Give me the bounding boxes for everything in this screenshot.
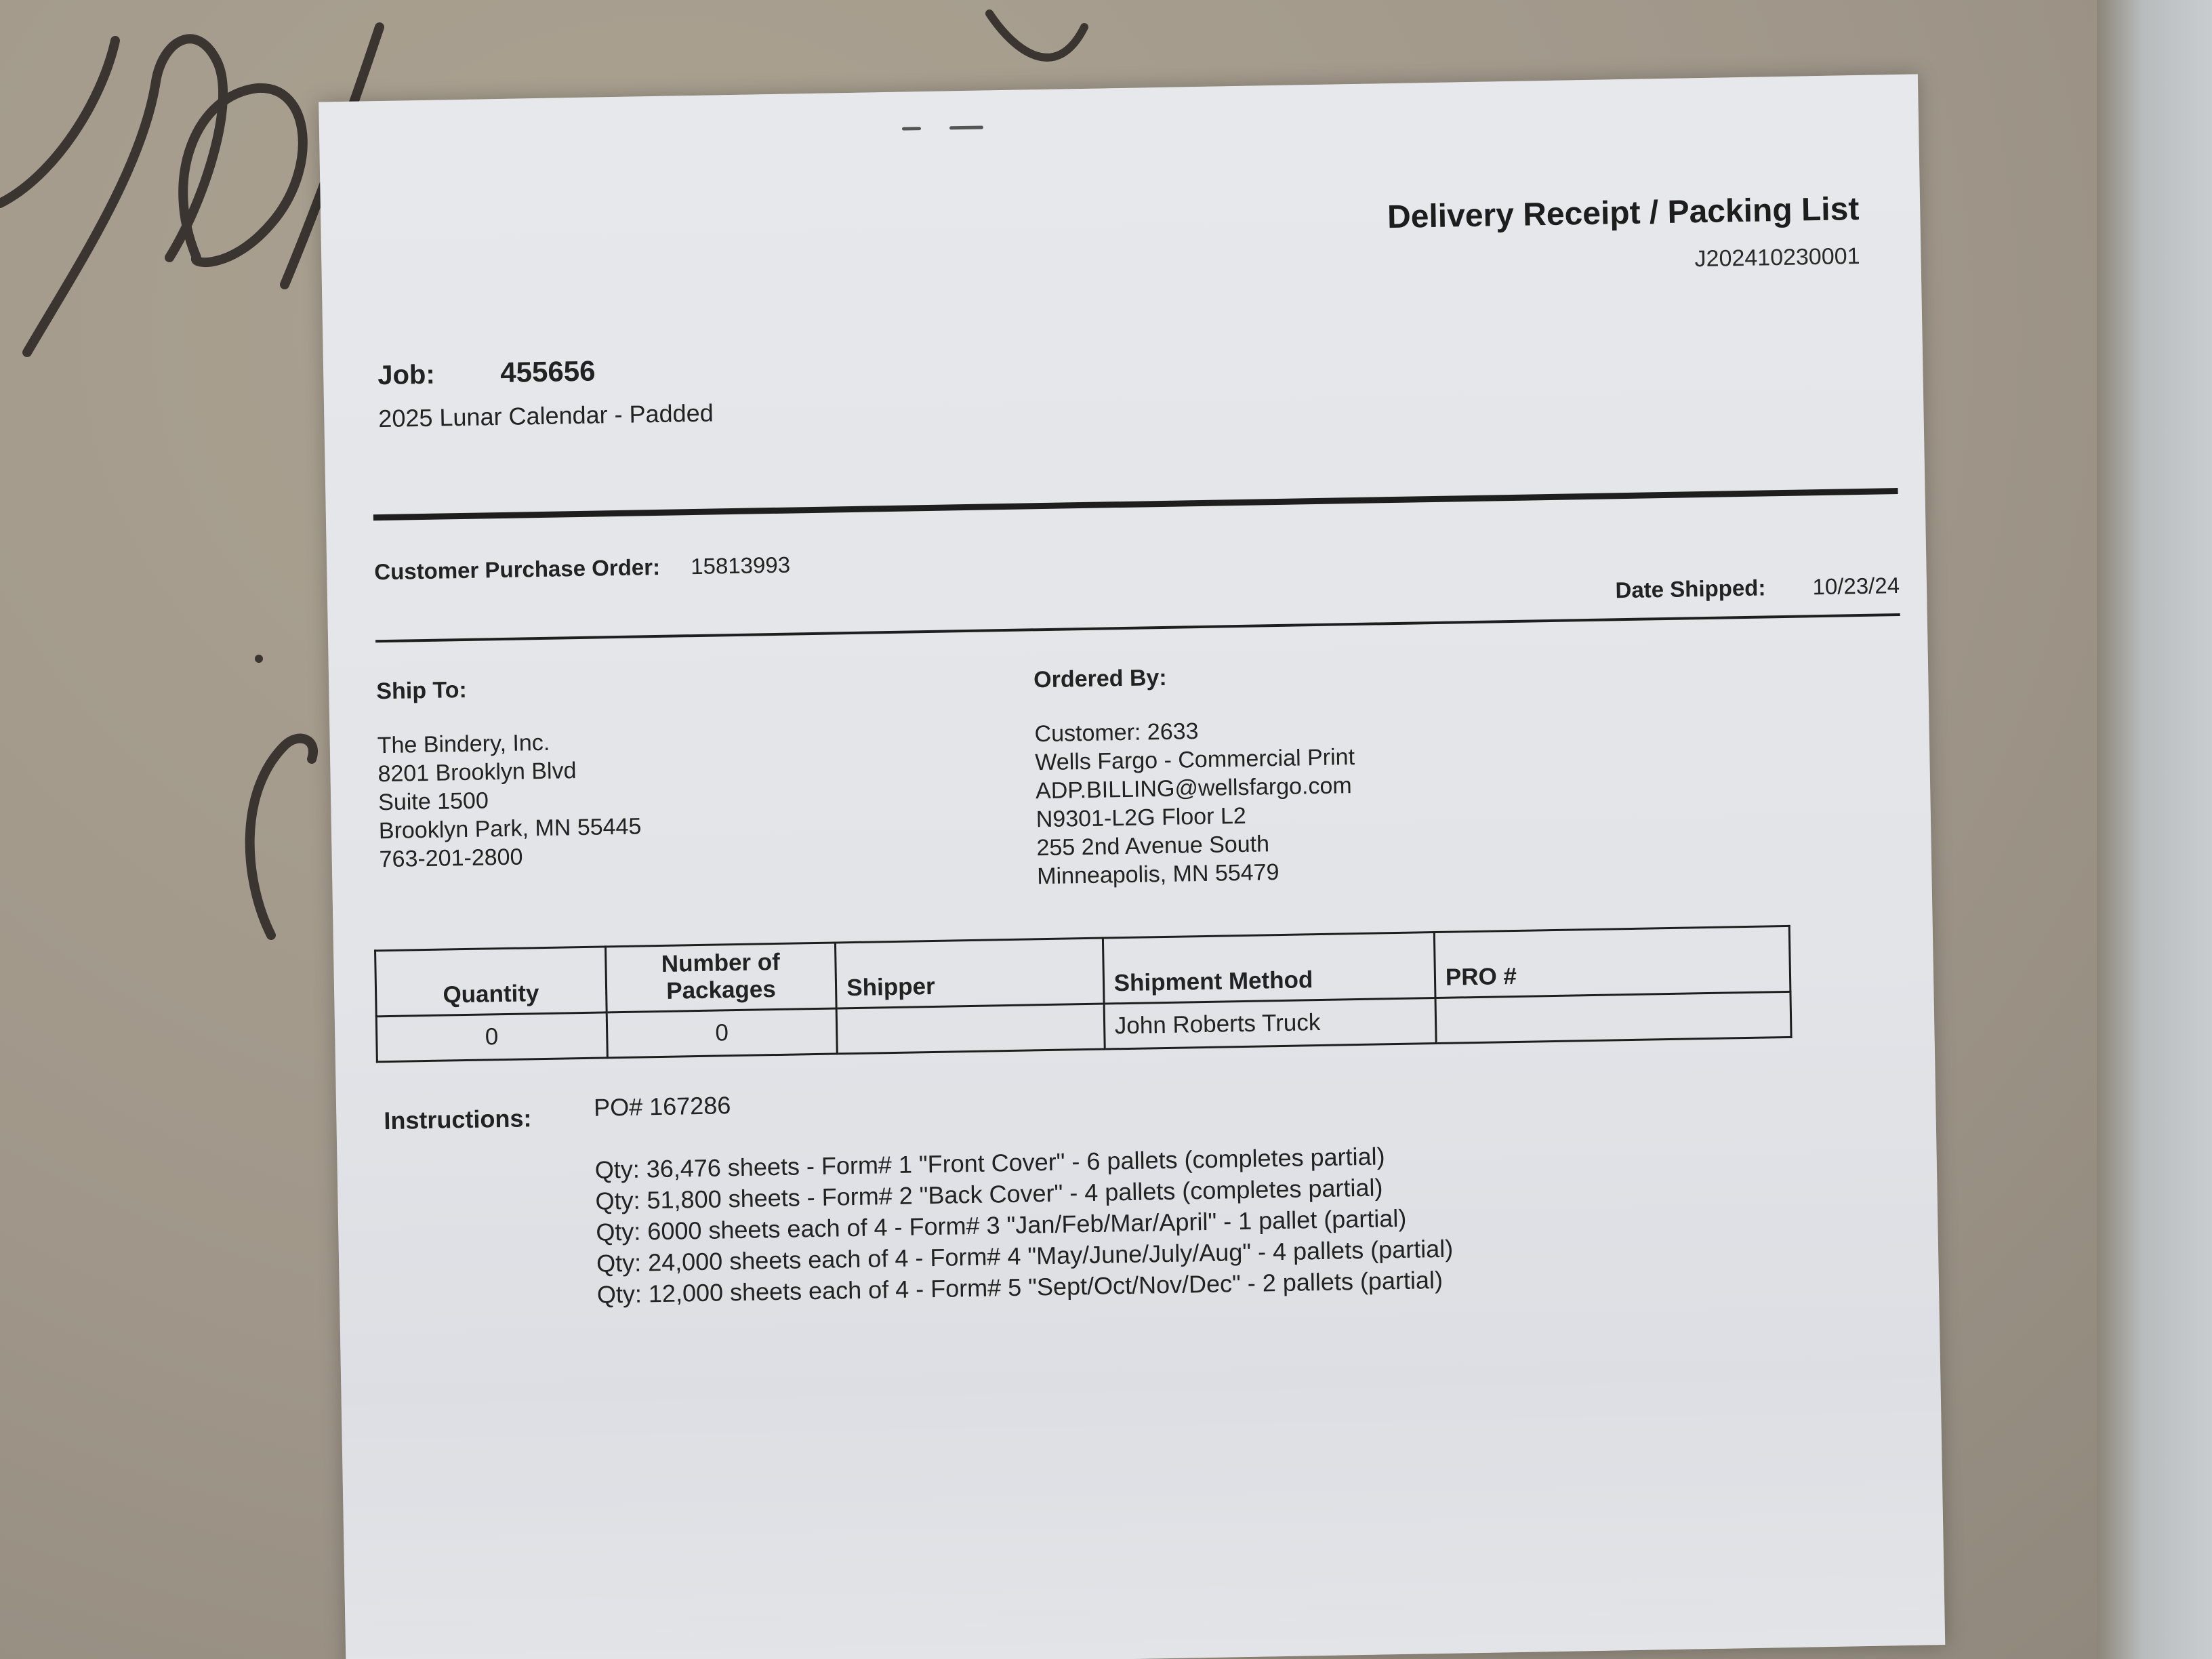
purchase-order-value: 15813993	[690, 552, 791, 579]
ordered-by-line: 255 2nd Avenue South	[1036, 831, 1270, 861]
surface-edge	[2097, 0, 2212, 1659]
light-glare	[341, 1360, 1945, 1659]
column-header-shipment-method: Shipment Method	[1103, 933, 1435, 1004]
ship-to-heading: Ship To:	[376, 676, 468, 705]
ordered-by-block	[1033, 660, 1357, 890]
ship-to-line: The Bindery, Inc.	[377, 729, 550, 759]
ordered-by-line: Wells Fargo - Commercial Print	[1035, 744, 1355, 776]
purchase-order-line	[374, 552, 790, 586]
ordered-by-line: Minneapolis, MN 55479	[1036, 859, 1279, 890]
purchase-order-label: Customer Purchase Order:	[373, 554, 661, 585]
shipment-table	[374, 925, 1793, 1063]
ordered-by-email: ADP.BILLING@wellsfargo.com	[1035, 773, 1352, 804]
instruction-item: Qty: 36,476 sheets - Form# 1 "Front Cover" - 6 pallets (completes partial)	[594, 1142, 1385, 1184]
delivery-receipt-sheet	[319, 74, 1945, 1659]
job-number: 455656	[499, 354, 596, 388]
column-header-quantity: Quantity	[375, 947, 607, 1017]
ship-to-phone: 763-201-2800	[379, 844, 523, 873]
ordered-by-heading: Ordered By:	[1033, 664, 1168, 693]
document-title: Delivery Receipt / Packing List	[1387, 190, 1860, 236]
column-header-shipper: Shipper	[836, 938, 1104, 1008]
printer-mark	[902, 125, 990, 132]
ordered-by-line: N9301-L2G Floor L2	[1036, 802, 1247, 833]
instruction-item: Qty: 24,000 sheets each of 4 - Form# 4 "May/June/July/Aug" - 4 pallets (partial)	[596, 1234, 1454, 1277]
section-divider-thick	[373, 488, 1898, 520]
document-number: J202410230001	[1694, 243, 1860, 272]
section-divider-thin	[375, 613, 1900, 642]
ship-to-line: Suite 1500	[377, 787, 489, 816]
ship-to-block	[376, 672, 642, 874]
job-label: Job:	[377, 359, 436, 391]
cell-pro-number	[1435, 991, 1791, 1043]
ship-to-line: 8201 Brooklyn Blvd	[377, 758, 577, 787]
instructions-po: PO# 167286	[593, 1091, 731, 1122]
instruction-item: Qty: 12,000 sheets each of 4 - Form# 5 "Sept/Oct/Nov/Dec" - 2 pallets (partial)	[596, 1265, 1443, 1309]
cell-packages: 0	[607, 1008, 838, 1058]
column-header-pro-number: PRO #	[1434, 926, 1790, 998]
column-header-packages: Number of Packages	[605, 943, 836, 1012]
instructions-label: Instructions:	[384, 1104, 532, 1135]
date-shipped-line	[1615, 573, 1900, 603]
instructions-list	[594, 1138, 1546, 1310]
ordered-by-line: Customer: 2633	[1034, 718, 1199, 747]
instruction-item: Qty: 6000 sheets each of 4 - Form# 3 "Jan/Feb/Mar/April" - 1 pallet (partial)	[595, 1204, 1407, 1246]
cell-shipment-method: John Roberts Truck	[1104, 998, 1436, 1050]
cell-quantity: 0	[376, 1012, 607, 1062]
job-description: 2025 Lunar Calendar - Padded	[377, 398, 714, 433]
date-shipped-label: Date Shipped:	[1615, 575, 1766, 603]
instruction-item: Qty: 51,800 sheets - Form# 2 "Back Cover" - 4 pallets (completes partial)	[595, 1173, 1383, 1215]
ship-to-line: Brooklyn Park, MN 55445	[378, 813, 642, 844]
cell-shipper	[836, 1004, 1105, 1054]
job-line	[377, 355, 596, 392]
date-shipped-value: 10/23/24	[1812, 572, 1900, 600]
